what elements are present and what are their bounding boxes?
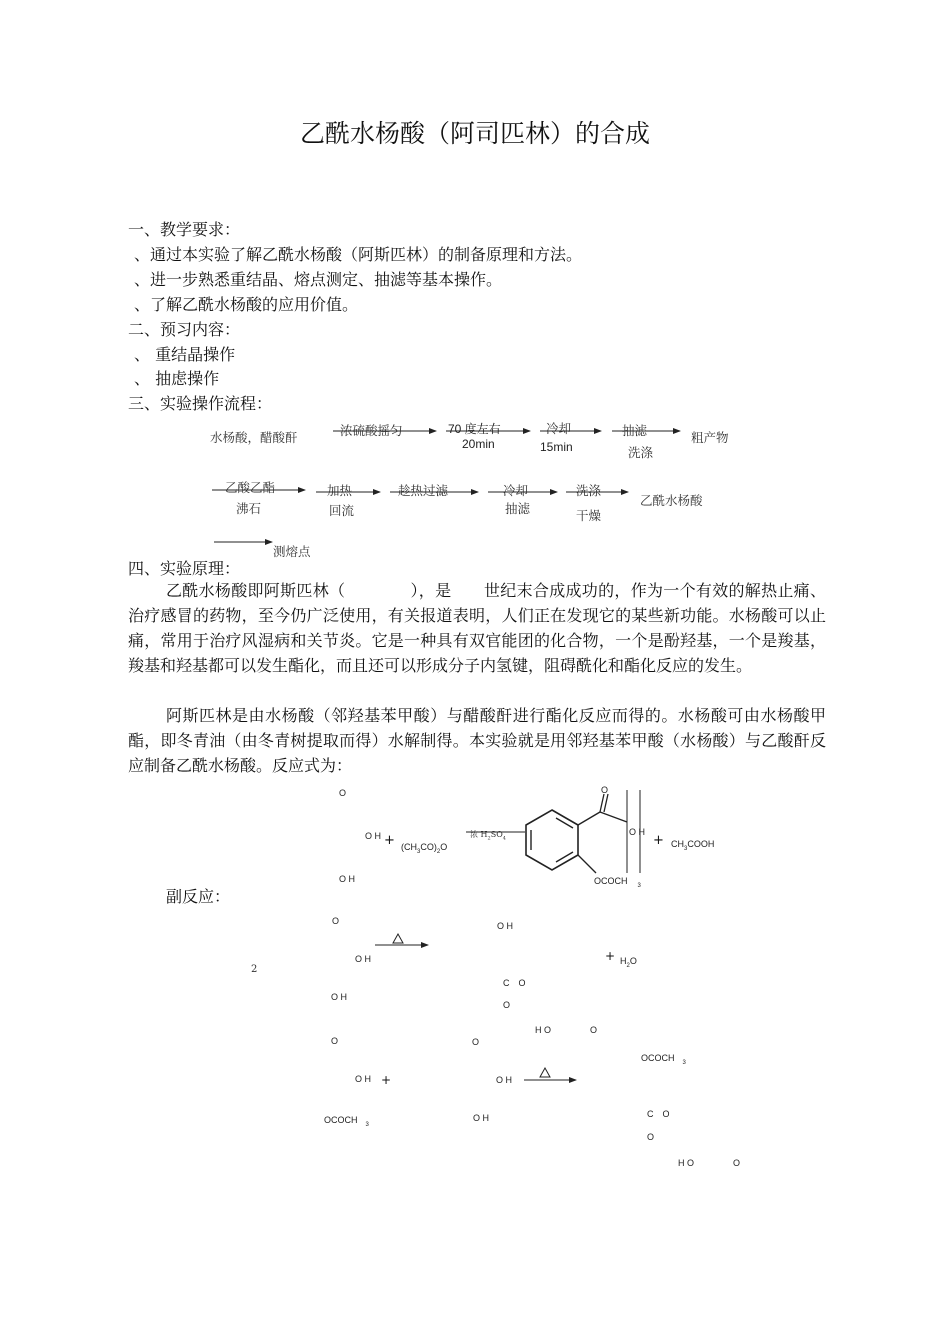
side-o-1: O [332,916,340,926]
section2-item-2: 、 抽虑操作 [134,369,220,388]
reaction-o-top: O [339,788,347,798]
flow-r2-step2-bottom: 回流 [329,503,355,518]
page-title: 乙酰水杨酸（阿司匹林）的合成 [299,119,650,148]
flow-step2-top: 70 度左右 [448,422,501,436]
side-o-3: O [590,1025,598,1035]
flow-r2-step5-bottom: 干燥 [576,508,602,523]
side-oh-f: O H [473,1113,490,1123]
reaction-plus-2: + [653,833,664,848]
flow-r2-step1-bottom: 沸石 [236,501,262,516]
flow-start: 水杨酸，醋酸酐 [210,430,298,445]
principle-paragraph-2: 阿斯匹林是由水杨酸（邻羟基苯甲酸）与醋酸酐进行酯化反应而得的。水杨酸可由水杨酸甲酯，即冬青油（由冬青树提取而得）水解制得。本实验就是用邻羟基苯甲酸（水杨酸）与乙酸酐反应制备乙酰水杨酸。反应式为： [128,706,826,775]
side-coefficient: 2 [251,964,258,975]
flow-r2-step1-top: 乙酸乙酯 [225,480,276,495]
section1-item-1: 、通过本实验了解乙酰水杨酸（阿斯匹林）的制备原理和方法。 [134,245,583,264]
side-reaction-heading: 副反应： [166,887,231,906]
flow-step1-top: 浓硫酸摇匀 [340,423,403,438]
side-c-o-2: C O [647,1109,670,1119]
reaction-oh-1: O H [365,831,382,841]
side-oh-c: O H [497,921,514,931]
side-o-5: O [472,1037,480,1047]
side-ococh3-left: OCOCH $_3$ [324,1115,369,1128]
section2-item-1: 、 重结晶操作 [134,345,236,364]
side-ho-2: H O [678,1158,695,1168]
section1-item-2: 、进一步熟悉重结晶、熔点测定、抽滤等基本操作。 [134,270,503,289]
flow-step3-bottom: 15min [540,440,573,454]
reaction-plus-1: + [384,833,395,848]
side-oh-a: O H [355,954,372,964]
flow-step4-bottom: 洗涤 [628,445,654,460]
side-o-6: O [647,1132,655,1142]
side-o-4: O [331,1036,339,1046]
side-oh-b: O H [331,992,348,1002]
flow-r2-step3-top: 趁热过滤 [398,483,449,498]
side-c-o-1: C O [503,978,526,988]
section1-heading: 一、教学要求： [128,220,241,239]
reaction-product-o: O [601,785,609,795]
flow-r2-step5-top: 洗涤 [576,483,602,498]
reaction-product-oh: O H [629,827,646,837]
section2-heading: 二、预习内容： [128,320,241,339]
side-plus-water: + [605,949,616,963]
side-oh-d: O H [355,1074,372,1084]
side-plus-3: + [381,1073,392,1087]
side-ococh3-right: OCOCH $_3$ [641,1053,686,1066]
flow-step3-top: 冷却 [546,421,572,436]
flow-r2-step2-top: 加热 [327,483,353,498]
reaction-acetic-acid: $CH_3COOH$ [671,839,715,852]
flow-r3-label: 测熔点 [273,544,311,559]
side-o-7: O [733,1158,741,1168]
section1-item-3: 、了解乙酰水杨酸的应用价值。 [134,295,359,314]
side-o-2: O [503,1000,511,1010]
reaction-ococh3: OCOCH $_3$ [594,876,641,889]
flow-step4-top: 抽滤 [622,423,648,438]
principle-paragraph-1: 乙酰水杨酸即阿斯匹林（ ），是 世纪末合成成功的，作为一个有效的解热止痛、治疗感冒的药物，至今仍广泛使用，有关报道表明，人们正在发现它的某些新功能。水杨酸可以止痛，常用于治疗风湿病和关节炎。它是一种具有双官能团的化合物，一个是酚羟基，一个是羧基，羧基和羟基都可以发生酯化，而且还可以形成分子内氢键，阻碍酰化和酯化反应的发生。 [128,581,826,675]
reaction-oh-2: O H [339,874,356,884]
section3-heading: 三、实验操作流程： [128,394,273,413]
section4-heading: 四、实验原理： [128,559,241,578]
flow-step2-bottom: 20min [462,437,495,451]
flow-r2-step4-top: 冷却 [503,483,529,498]
side-water: $H_2O$ [620,956,637,969]
side-oh-e: O H [496,1075,513,1085]
flow-crude: 粗产物 [691,430,729,445]
reaction-catalyst: 浓 $H_2SO_4$ [470,830,506,842]
flow-product: 乙酰水杨酸 [640,493,703,508]
reaction-anhydride: $(CH_3CO)_2O$ [401,842,448,855]
flow-r2-step4-bottom: 抽滤 [505,501,531,516]
side-ho-1: H O [535,1025,552,1035]
